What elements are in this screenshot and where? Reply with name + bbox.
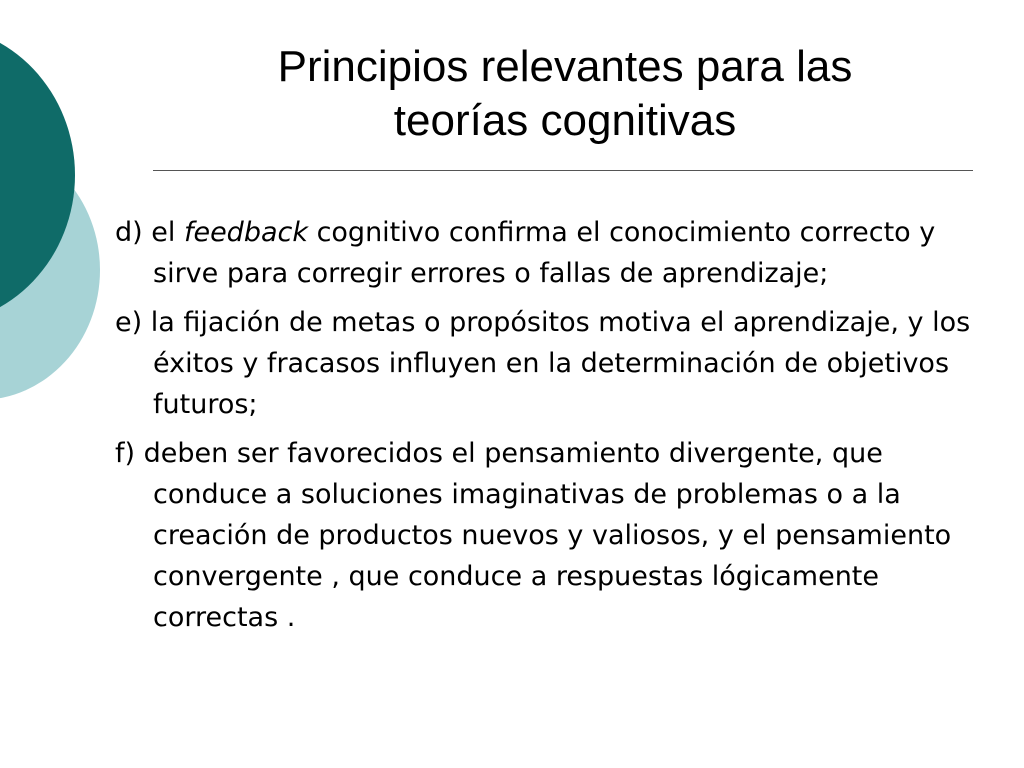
list-item-f: f) deben ser favorecidos el pensamiento divergente, que conduce a soluciones imaginativas de problemas o a la creación de productos nuevos y valiosos, y el pensamiento convergente , que conduce a respuestas lógicamente correctas . — [115, 438, 952, 633]
list-item-d-text: cognitivo confirma el conocimiento correcto y sirve para corregir errores o fallas de aprendizaje; — [153, 217, 936, 289]
slide-body — [115, 212, 985, 646]
list-item-d-emphasis: feedback — [183, 217, 308, 248]
slide-title-line-2: teorías cognitivas — [393, 96, 737, 145]
title-divider — [153, 170, 973, 171]
slide-title — [160, 40, 970, 148]
slide-title-line-1: Principios relevantes para las — [277, 42, 853, 91]
list-item-d — [115, 212, 985, 294]
list-item-d-prefix: d) el — [115, 217, 184, 248]
list-item-e: e) la fijación de metas o propósitos motiva el aprendizaje, y los éxitos y fracasos influyen en la determinación de objetivos futuros; — [115, 307, 971, 420]
